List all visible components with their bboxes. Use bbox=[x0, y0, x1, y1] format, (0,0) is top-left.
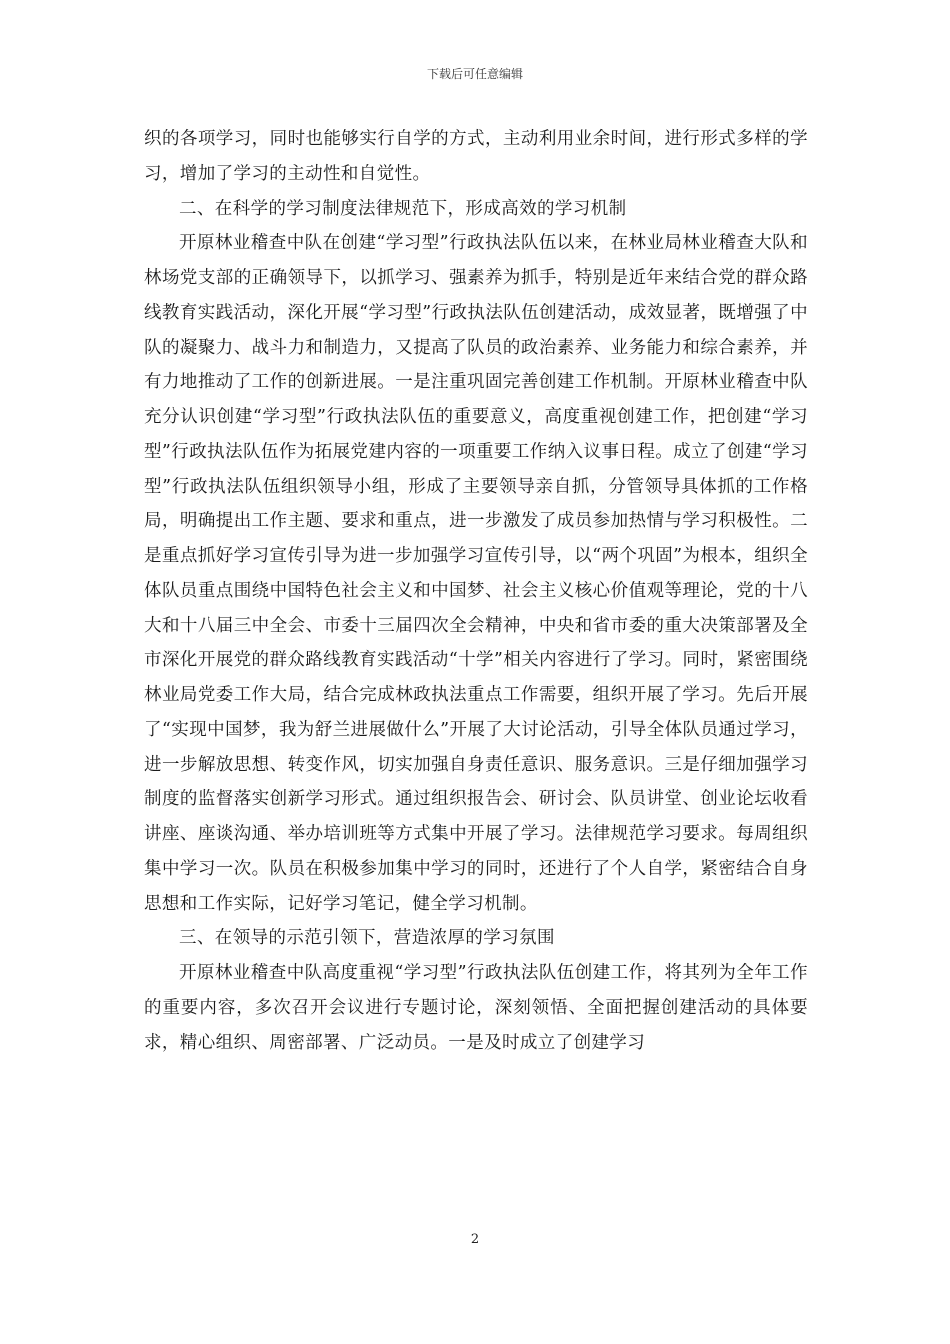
page-number: 2 bbox=[470, 1232, 480, 1247]
section-heading-2: 二、在科学的学习制度法律规范下，形成高效的学习机制 bbox=[179, 198, 627, 219]
page-header: 下载后可任意编辑 bbox=[426, 67, 523, 81]
document-body bbox=[144, 122, 808, 1060]
paragraph-body: 开原林业稽查中队高度重视“学习型”行政执法队伍创建工作，将其列为全年工作的重要内容，多次召开会议进行专题讨论，深刻领悟、全面把握创建活动的具体要求，精心组织、周密部署、广泛动员。一是及时成立了创建学习 bbox=[144, 963, 808, 1053]
paragraph-continuation: 织的各项学习，同时也能够实行自学的方式，主动利用业余时间，进行形式多样的学习，增加了学习的主动性和自觉性。 bbox=[144, 129, 808, 184]
paragraph-body: 开原林业稽查中队在创建“学习型”行政执法队伍以来，在林业局林业稽查大队和林场党支部的正确领导下，以抓学习、强素养为抓手，特别是近年来结合党的群众路线教育实践活动，深化开展“学习型”行政执法队伍创建活动，成效显著，既增强了中队的凝聚力、战斗力和制造力，又提高了队员的政治素养、业务能力和综合素养，并有力地推动了工作的创新进展。一是注重巩固完善创建工作机制。开原林业稽查中队充分认识创建“学习型”行政执法队伍的重要意义，高度重视创建工作，把创建“学习型”行政执法队伍作为拓展党建内容的一项重要工作纳入议事日程。成立了创建“学习型”行政执法队伍组织领导小组，形成了主要领导亲自抓，分管领导具体抓的工作格局，明确提出工作主题、要求和重点，进一步激发了成员参加热情与学习积极性。二是重点抓好学习宣传引导为进一步加强学习宣传引导，以“两个巩固”为根本，组织全体队员重点围绕中国特色社会主义和中国梦、社会主义核心价值观等理论，党的十八大和十八届三中全会、市委十三届四次全会精神，中央和省市委的重大决策部署及全市深化开展党的群众路线教育实践活动“十学”相关内容进行了学习。同时，紧密围绕林业局党委工作大局，结合完成林政执法重点工作需要，组织开展了学习。先后开展了“实现中国梦，我为舒兰进展做什么”开展了大讨论活动，引导全体队员通过学习，进一步解放思想、转变作风，切实加强自身责任意识、服务意识。三是仔细加强学习制度的监督落实创新学习形式。通过组织报告会、研讨会、队员讲堂、创业论坛收看讲座、座谈沟通、举办培训班等方式集中开展了学习。法律规范学习要求。每周组织集中学习一次。队员在积极参加集中学习的同时，还进行了个人自学，紧密结合自身思想和工作实际，记好学习笔记，健全学习机制。 bbox=[144, 233, 808, 914]
section-heading-3: 三、在领导的示范引领下，营造浓厚的学习氛围 bbox=[179, 928, 555, 949]
